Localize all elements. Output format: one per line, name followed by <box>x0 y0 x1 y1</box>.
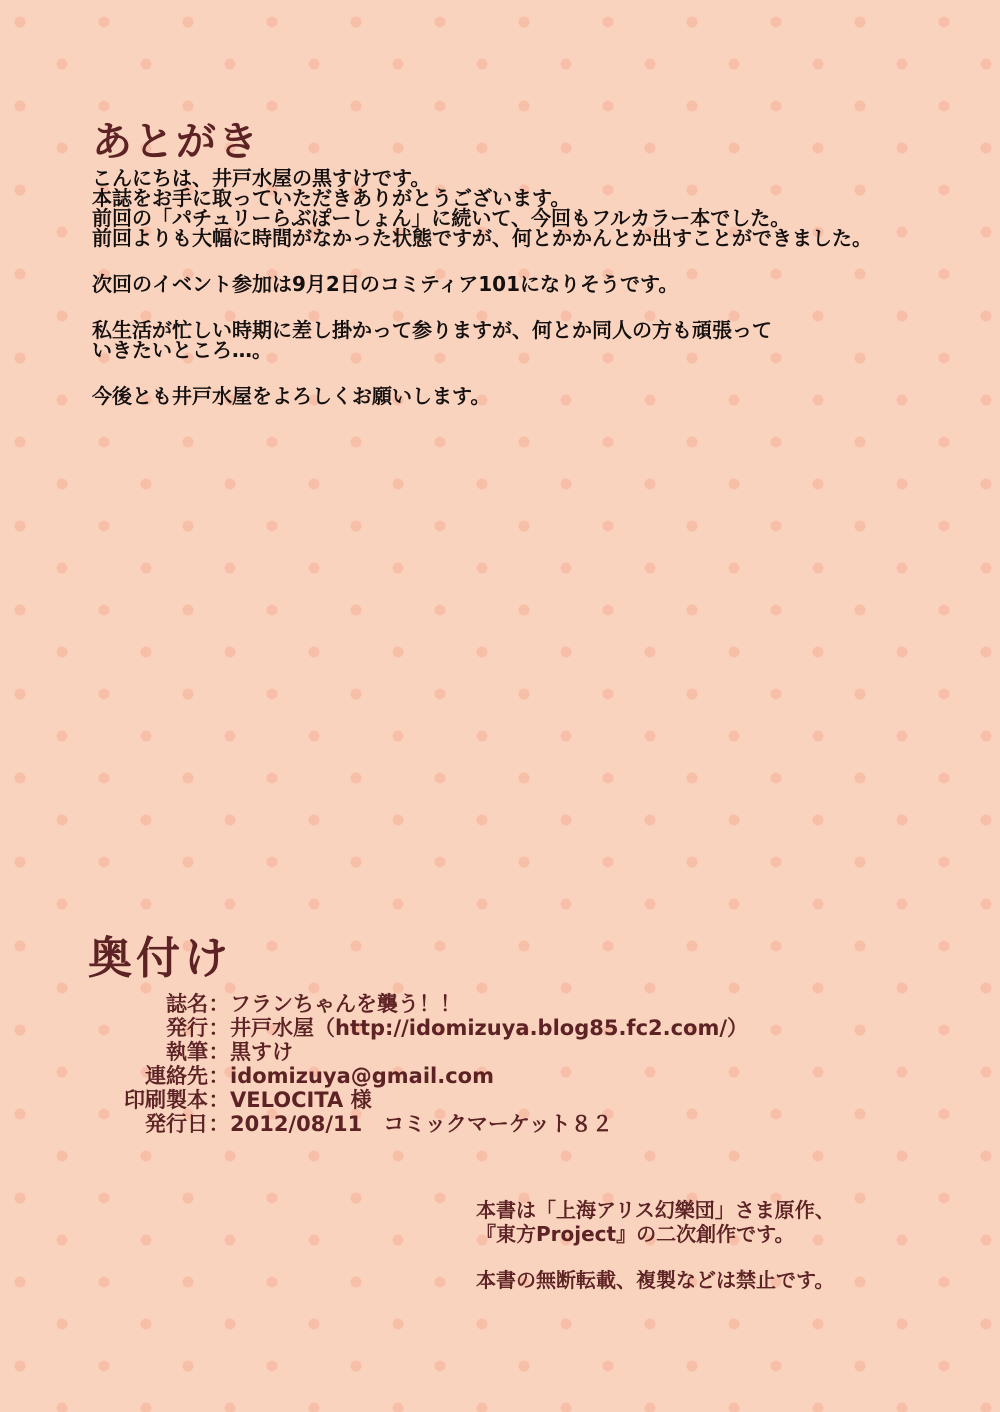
colophon-table <box>60 992 748 1136</box>
colophon-value: VELOCITA 様 <box>230 1088 372 1112</box>
afterword-line: こんにちは、井戸水屋の黒すけです。 <box>92 166 431 190</box>
colophon-value: 井戸水屋（http://idomizuya.blog85.fc2.com/） <box>230 1016 749 1040</box>
copyright-notes <box>476 1198 835 1292</box>
colophon-value: idomizuya@gmail.com <box>230 1064 494 1088</box>
afterword-paragraph <box>92 274 982 294</box>
colophon-row-publisher <box>60 1016 748 1040</box>
colophon-separator: ： <box>208 1016 230 1040</box>
colophon-value: 黒すけ <box>230 1040 293 1064</box>
afterword-paragraph <box>92 386 982 406</box>
credit-line: 本書は「上海アリス幻樂団」さま原作、 <box>476 1198 835 1222</box>
colophon-label: 連絡先 <box>145 1064 208 1088</box>
colophon-label: 誌名 <box>166 992 208 1016</box>
colophon-title: 奥付け <box>88 933 232 984</box>
colophon-row-title <box>60 992 748 1016</box>
colophon-row-date <box>60 1112 748 1136</box>
colophon-row-author <box>60 1040 748 1064</box>
colophon-label: 発行日 <box>145 1112 208 1136</box>
afterword-line: 今後とも井戸水屋をよろしくお願いします。 <box>92 384 491 408</box>
colophon-separator: ： <box>208 1088 230 1112</box>
colophon-separator: ： <box>208 992 230 1016</box>
colophon-separator: ： <box>208 1112 230 1136</box>
colophon-label: 印刷製本 <box>124 1088 208 1112</box>
colophon-row-printer <box>60 1088 748 1112</box>
colophon-separator: ： <box>208 1064 230 1088</box>
afterword-title: あとがき <box>92 119 260 165</box>
prohibition-notice: 本書の無断転載、複製などは禁止です。 <box>476 1268 835 1292</box>
afterword-body <box>92 168 982 432</box>
credit-line: 『東方Project』の二次創作です。 <box>476 1222 795 1246</box>
colophon-row-contact <box>60 1064 748 1088</box>
spacer <box>476 1246 835 1268</box>
afterword-line: 前回よりも大幅に時間がなかった状態ですが、何とかかんとか出すことができました。 <box>92 226 872 250</box>
afterword-paragraph <box>92 168 982 248</box>
colophon-label: 執筆 <box>166 1040 208 1064</box>
afterword-line: 次回のイベント参加は9月2日のコミティア101になりそうです。 <box>92 272 679 296</box>
colophon-separator: ： <box>208 1040 230 1064</box>
afterword-line: 本誌をお手に取っていただきありがとうございます。 <box>92 186 571 210</box>
afterword-line: 私生活が忙しい時期に差し掛かって参りますが、何とか同人の方も頑張って <box>92 318 772 342</box>
afterword-line: いきたいところ…。 <box>92 338 272 362</box>
colophon-value: フランちゃんを襲う！！ <box>230 992 461 1016</box>
colophon-label: 発行 <box>166 1016 208 1040</box>
colophon-value: 2012/08/11 コミックマーケット８２ <box>230 1112 613 1136</box>
afterword-paragraph <box>92 320 982 360</box>
afterword-line: 前回の「パチュリーらぶぽーしょん」に続いて、今回もフルカラー本でした。 <box>92 206 791 230</box>
